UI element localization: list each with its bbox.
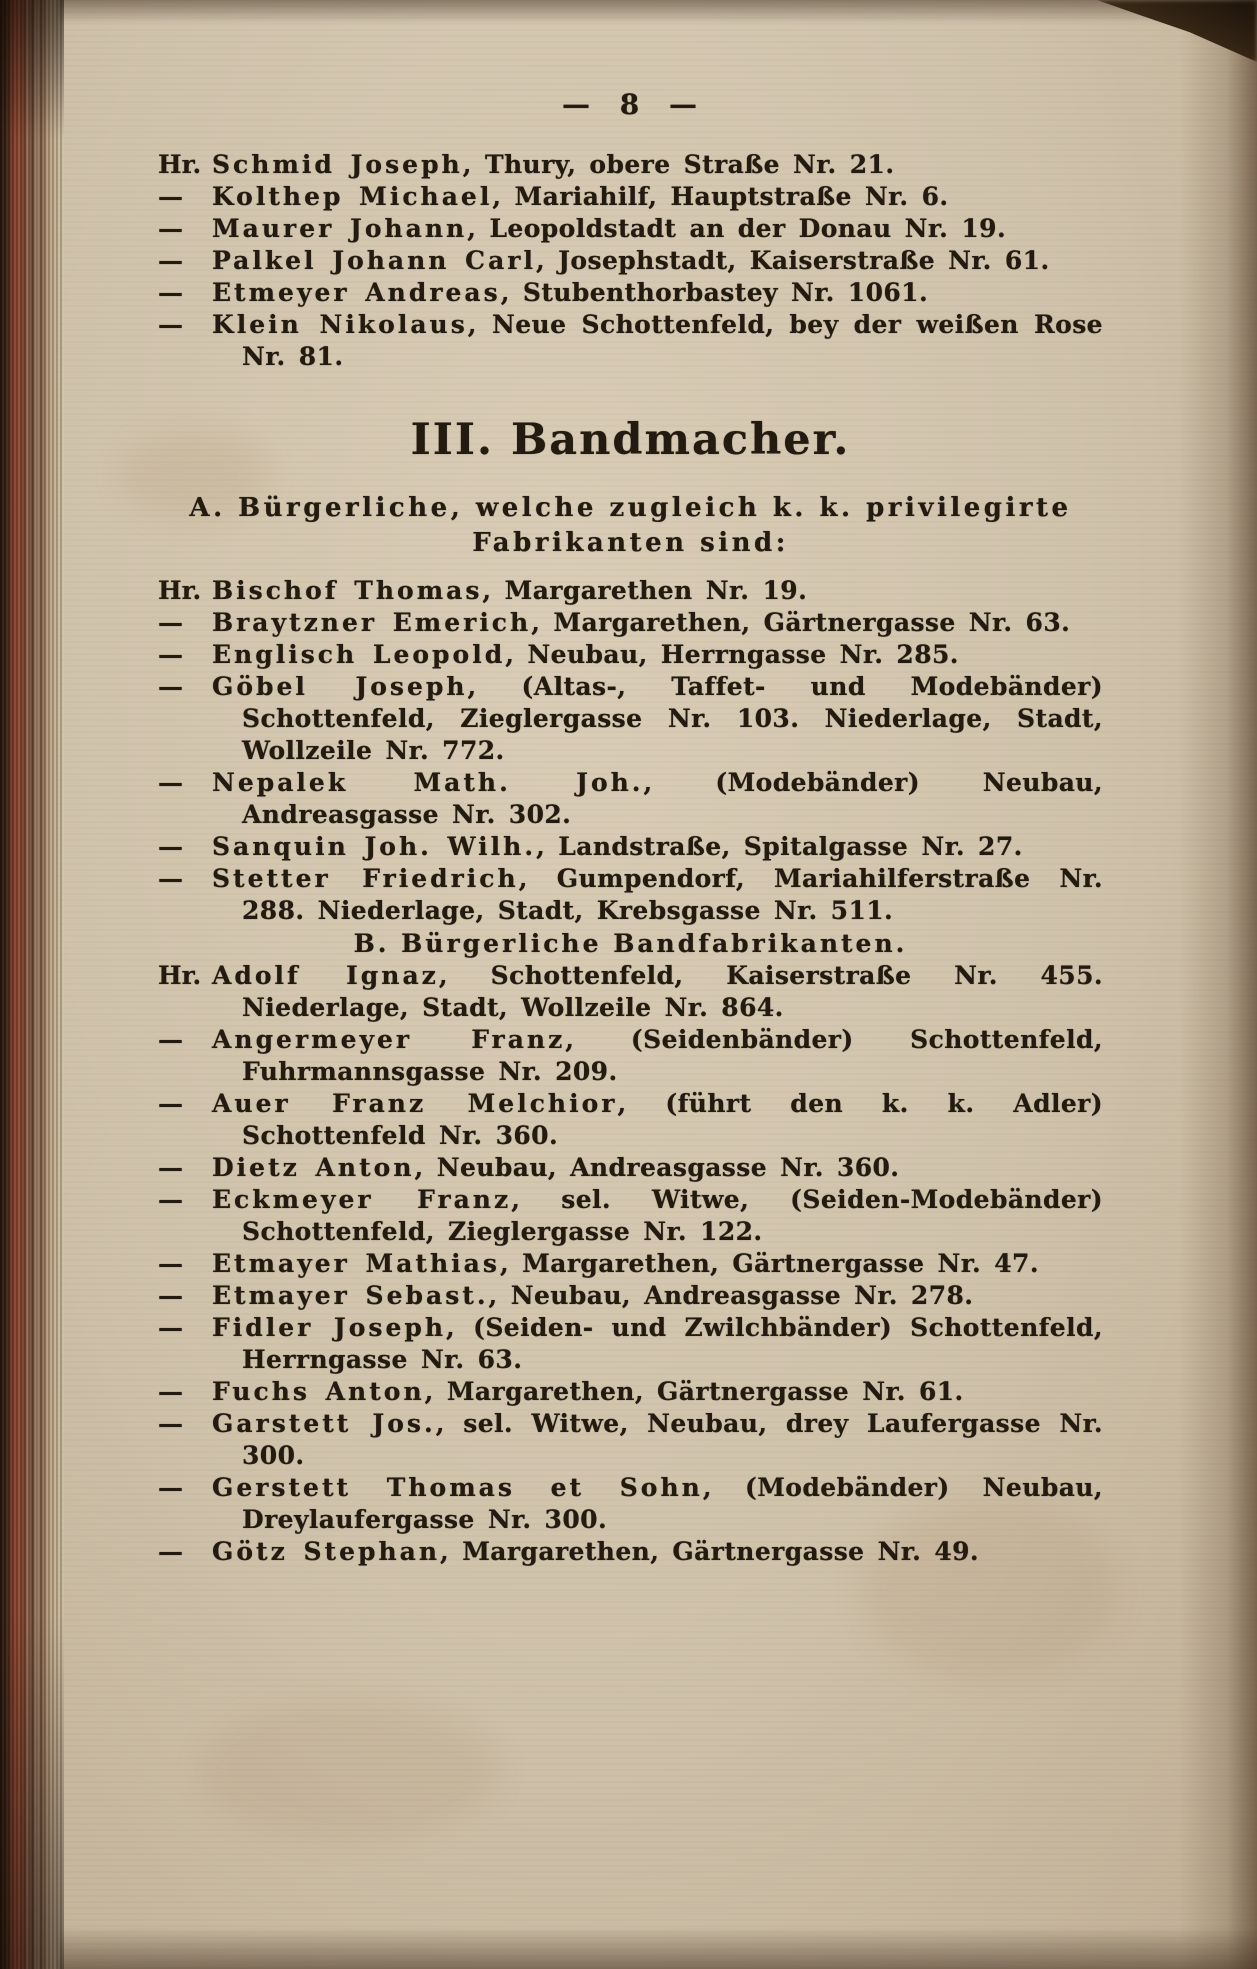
directory-entry <box>158 1248 1103 1280</box>
entry-name: Etmeyer Andreas <box>212 278 501 307</box>
directory-entry <box>158 1312 1103 1376</box>
entry-details: , Neubau, Herrngasse Nr. 285. <box>505 640 959 669</box>
section-b-heading: B. Bürgerliche Bandfabrikanten. <box>353 929 908 958</box>
entry-details: , (Modebänder) Neubau, Andreasgasse Nr. 302. <box>242 768 1103 829</box>
entry-details: , Leopoldstadt an der Donau Nr. 19. <box>467 214 1007 243</box>
entry-details: , Landstraße, Spitalgasse Nr. 27. <box>536 832 1023 861</box>
directory-entry <box>158 1536 1103 1568</box>
entry-details: , Margarethen, Gärtnergasse Nr. 63. <box>531 608 1071 637</box>
page-right-shadow <box>1179 0 1257 1969</box>
entry-prefix: — <box>158 1153 183 1182</box>
directory-entry <box>158 863 1103 927</box>
entry-details: , (führt den k. k. Adler) Schottenfeld Nr. 360. <box>242 1089 1103 1150</box>
directory-entry <box>158 960 1103 1024</box>
entry-prefix: — <box>158 182 183 211</box>
directory-entry <box>158 671 1103 767</box>
entry-prefix: — <box>158 832 183 861</box>
entry-name: Stetter Friedrich <box>212 864 519 893</box>
paper-stain <box>200 1700 500 1840</box>
chapter-heading: III. Bandmacher. <box>410 415 851 465</box>
entry-prefix: — <box>158 1473 183 1502</box>
entry-details: , Josephstadt, Kaiserstraße Nr. 61. <box>535 246 1050 275</box>
directory-entry <box>158 607 1103 639</box>
book-binding-edge <box>0 0 64 1969</box>
entries-section-a <box>158 575 1103 927</box>
entry-prefix: — <box>158 1313 183 1342</box>
entry-name: Göbel Joseph <box>212 672 468 701</box>
entry-name: Bischof Thomas <box>212 576 483 605</box>
entry-details: , Mariahilf, Hauptstraße Nr. 6. <box>492 182 949 211</box>
entry-name: Angermeyer Franz <box>212 1025 566 1054</box>
entry-name: Maurer Johann <box>212 214 468 243</box>
entry-prefix: — <box>158 768 183 797</box>
directory-entry <box>158 767 1103 831</box>
entry-name: Sanquin Joh. Wilh. <box>212 832 537 861</box>
entry-prefix: — <box>158 1089 183 1118</box>
directory-entry <box>158 181 1103 213</box>
entry-prefix: — <box>158 1249 183 1278</box>
entry-details: , sel. Witwe, (Seiden-Modebänder) Schottenfeld, Zieglergasse Nr. 122. <box>242 1185 1103 1246</box>
entry-details: , Neue Schottenfeld, bey der weißen Rose Nr. 81. <box>242 310 1103 371</box>
entry-name: Nepalek Math. Joh. <box>212 768 644 797</box>
directory-entry <box>158 575 1103 607</box>
directory-entry <box>158 639 1103 671</box>
entry-prefix: — <box>158 640 183 669</box>
entry-name: Palkel Johann Carl <box>212 246 536 275</box>
entry-prefix: — <box>158 1537 183 1566</box>
entry-name: Fuchs Anton <box>212 1377 425 1406</box>
section-a-heading-line1: A. Bürgerliche, welche zugleich k. k. privilegirte <box>189 493 1072 523</box>
entry-details: , (Altas-, Taffet- und Modebänder) Schottenfeld, Zieglergasse Nr. 103. Niederlage, Stadt, Wollzeile Nr. 772. <box>242 672 1103 765</box>
entry-details: , Schottenfeld, Kaiserstraße Nr. 455. Niederlage, Stadt, Wollzeile Nr. 864. <box>242 961 1103 1022</box>
entry-name: Auer Franz Melchior <box>212 1089 618 1118</box>
entry-prefix: Hr. <box>158 961 202 990</box>
directory-entry <box>158 1088 1103 1152</box>
entry-prefix: — <box>158 1025 183 1054</box>
entry-details: , Margarethen, Gärtnergasse Nr. 47. <box>499 1249 1039 1278</box>
entry-name: Garstett Jos. <box>212 1409 436 1438</box>
entry-name: Adolf Ignaz <box>212 961 439 990</box>
directory-entry <box>158 1472 1103 1536</box>
entry-name: Englisch Leopold <box>212 640 506 669</box>
entry-details: , Neubau, Andreasgasse Nr. 278. <box>488 1281 974 1310</box>
entry-details: , Gumpendorf, Mariahilferstraße Nr. 288. Niederlage, Stadt, Krebsgasse Nr. 511. <box>242 864 1103 925</box>
entry-name: Etmayer Sebast. <box>212 1281 489 1310</box>
entry-prefix: — <box>158 278 183 307</box>
entry-prefix: — <box>158 864 183 893</box>
directory-entry <box>158 1280 1103 1312</box>
directory-entry <box>158 1184 1103 1248</box>
directory-entry <box>158 277 1103 309</box>
entry-prefix: — <box>158 1281 183 1310</box>
entry-details: , Neubau, Andreasgasse Nr. 360. <box>414 1153 900 1182</box>
entries-section-b <box>158 960 1103 1568</box>
entry-name: Etmayer Mathias <box>212 1249 500 1278</box>
directory-entry <box>158 831 1103 863</box>
entry-name: Dietz Anton <box>212 1153 415 1182</box>
entry-prefix: — <box>158 1185 183 1214</box>
entries-top <box>158 149 1103 373</box>
entry-name: Fidler Joseph <box>212 1313 447 1342</box>
entry-prefix: Hr. <box>158 576 202 605</box>
directory-entry <box>158 245 1103 277</box>
directory-entry <box>158 309 1103 373</box>
entry-prefix: — <box>158 1377 183 1406</box>
entry-details: , (Modebänder) Neubau, Dreylaufergasse Nr. 300. <box>242 1473 1103 1534</box>
entry-prefix: — <box>158 246 183 275</box>
directory-entry <box>158 149 1103 181</box>
entry-details: , (Seiden- und Zwilchbänder) Schottenfeld, Herrngasse Nr. 63. <box>242 1313 1103 1374</box>
entry-prefix: — <box>158 310 183 339</box>
directory-entry <box>158 213 1103 245</box>
entry-prefix: — <box>158 672 183 701</box>
directory-entry <box>158 1376 1103 1408</box>
directory-entry <box>158 1408 1103 1472</box>
entry-name: Klein Nikolaus <box>212 310 468 339</box>
entry-name: Götz Stephan <box>212 1537 441 1566</box>
entry-details: , Margarethen, Gärtnergasse Nr. 49. <box>440 1537 980 1566</box>
directory-entry <box>158 1152 1103 1184</box>
entry-details: , (Seidenbänder) Schottenfeld, Fuhrmannsgasse Nr. 209. <box>242 1025 1103 1086</box>
entry-prefix: — <box>158 1409 183 1438</box>
entry-name: Eckmeyer Franz <box>212 1185 512 1214</box>
section-a-heading <box>158 491 1103 561</box>
entry-name: Kolthep Michael <box>212 182 493 211</box>
entry-name: Braytzner Emerich <box>212 608 532 637</box>
text-column <box>158 0 1103 1568</box>
entry-name: Gerstett Thomas et Sohn <box>212 1473 703 1502</box>
entry-name: Schmid Joseph <box>212 150 463 179</box>
directory-entry <box>158 1024 1103 1088</box>
page-bottom-shadow <box>0 1927 1257 1969</box>
section-a-heading-line2: Fabrikanten sind: <box>472 528 789 558</box>
entry-prefix: Hr. <box>158 150 202 179</box>
entry-prefix: — <box>158 608 183 637</box>
entry-details: , Margarethen, Gärtnergasse Nr. 61. <box>424 1377 964 1406</box>
entry-details: , Thury, obere Straße Nr. 21. <box>462 150 895 179</box>
entry-prefix: — <box>158 214 183 243</box>
page-number: — 8 — <box>562 88 699 121</box>
entry-details: , sel. Witwe, Neubau, drey Laufergasse Nr. 300. <box>242 1409 1103 1470</box>
entry-details: , Stubenthorbastey Nr. 1061. <box>500 278 929 307</box>
entry-details: , Margarethen Nr. 19. <box>482 576 808 605</box>
